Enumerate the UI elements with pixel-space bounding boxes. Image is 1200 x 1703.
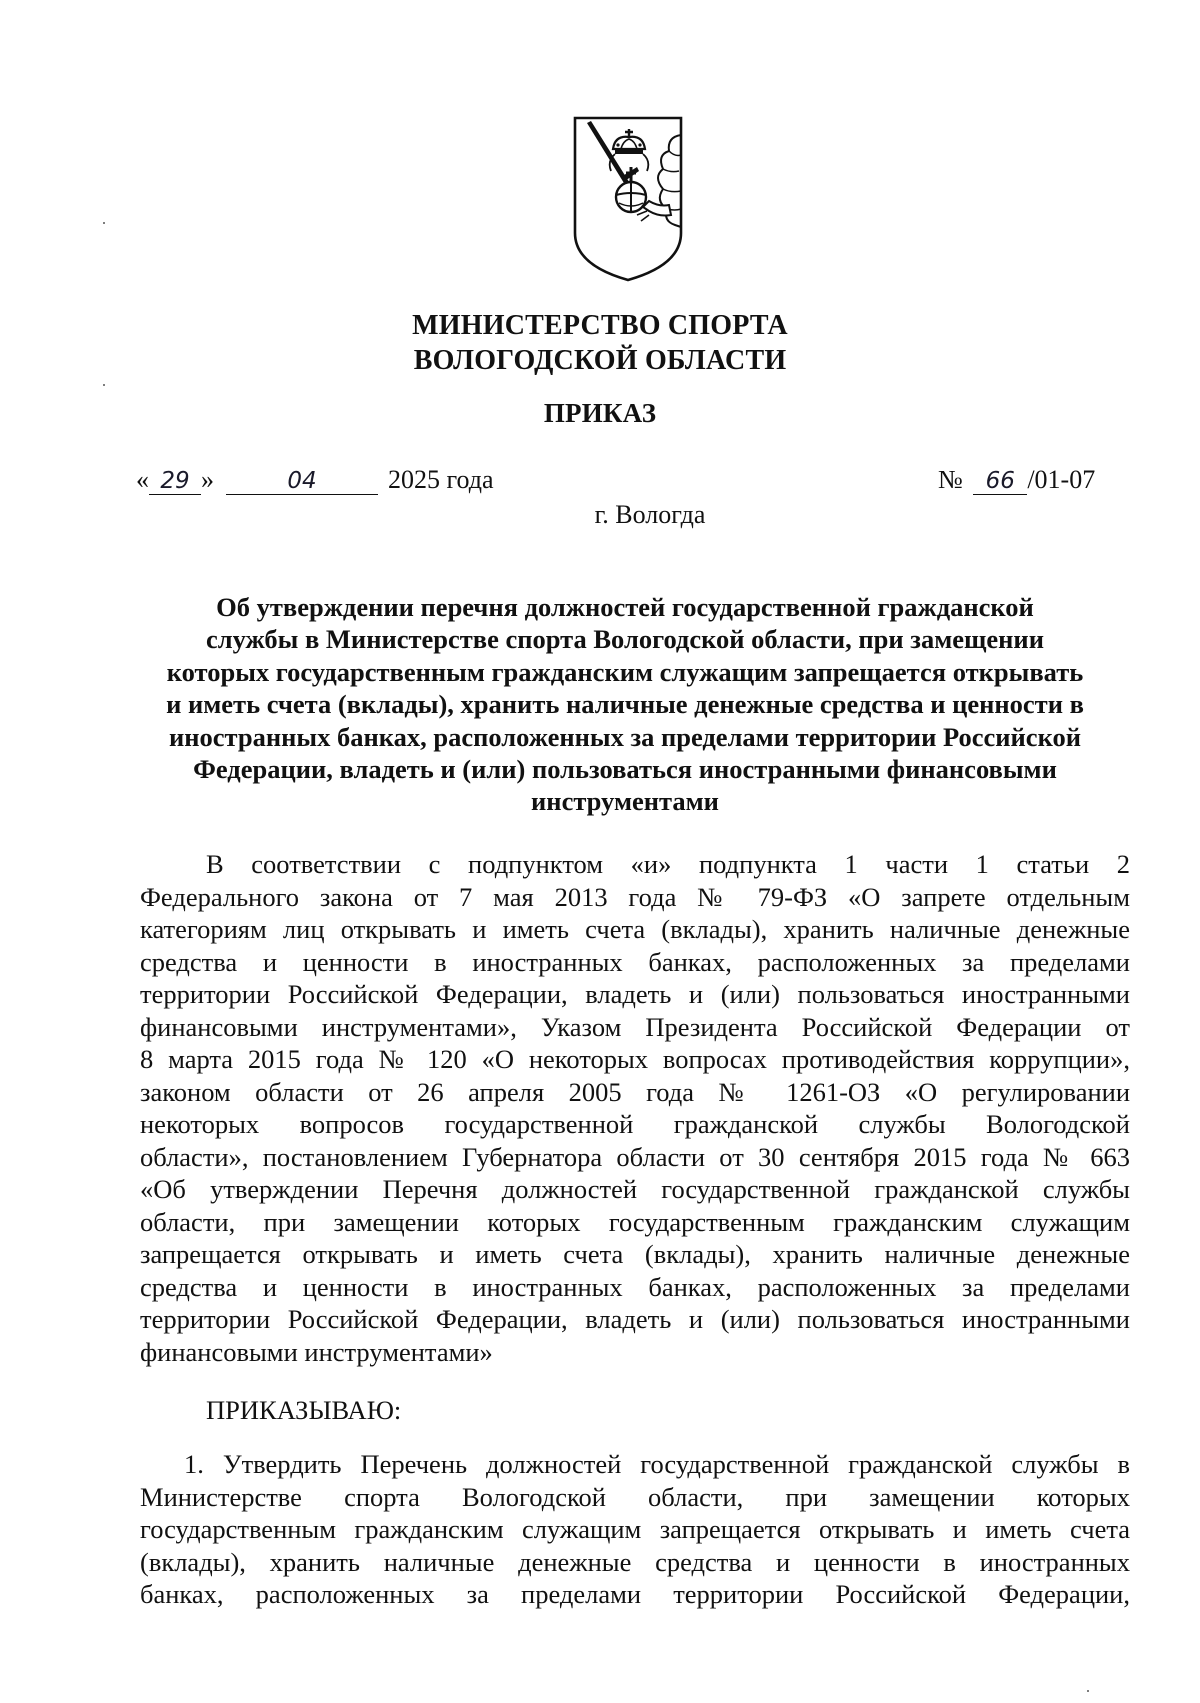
document-type: ПРИКАЗ [543,398,657,428]
order-date [136,465,494,495]
preamble-line: финансовыми инструментами» [140,1336,493,1367]
title-line: службы в Министерстве спорта Вологодской области, при замещении [206,624,1044,655]
item-1-line: (вклады), хранить наличные денежные средства и ценности в иностранных [140,1546,1130,1577]
preamble-line: области, при замещении которых государственным гражданским служащим [140,1206,1130,1237]
item-1-line: государственным гражданским служащим запрещается открывать и иметь счета [140,1514,1130,1544]
item-1-line: Министерстве спорта Вологодской области, при замещении которых [140,1481,1130,1512]
ministry-name-line-2: ВОЛОГОДСКОЙ ОБЛАСТИ [413,345,787,376]
item-1-paragraph [140,1448,1130,1611]
scan-speck [103,222,105,224]
preamble-line: средства и ценности в иностранных банках, расположенных за пределами [140,1271,1130,1302]
preamble-line: В соответствии с подпунктом «и» подпункта 1 части 1 статьи 2 [206,849,1130,879]
ministry-name-line-1: МИНИСТЕРСТВО СПОРТА [412,310,788,341]
preamble-line: средства и ценности в иностранных банках, расположенных за пределами [140,946,1130,977]
preamble-line: запрещается открывать и иметь счета (вклады), хранить наличные денежные [140,1239,1130,1269]
preamble-line: области», постановлением Губернатора области от 30 сентября 2015 года № 663 [140,1141,1130,1172]
order-word: ПРИКАЗЫВАЮ: [206,1395,402,1425]
date-day: 29 [149,468,201,495]
scan-speck [1087,1690,1089,1692]
title-line: Федерации, владеть и (или) пользоваться иностранными финансовыми [193,754,1057,785]
city: г. Вологда [594,500,706,529]
preamble-line: территории Российской Федерации, владеть и (или) пользоваться иностранными [140,979,1130,1009]
title-line: Об утверждении перечня должностей государственной гражданской [216,592,1034,622]
preamble-line: «Об утверждении Перечня должностей государственной гражданской службы [140,1174,1130,1204]
date-month: 04 [226,468,378,495]
preamble-line: законом области от 26 апреля 2005 года № 1261-ОЗ «О регулировании [140,1076,1130,1107]
title-line: инструментами [531,786,719,817]
title-line: иностранных банках, расположенных за пределами территории Российской [168,721,1082,752]
preamble-line: категориям лиц открывать и иметь счета (вклады), хранить наличные денежные [140,914,1130,944]
document-title [130,591,1120,818]
preamble-line: 8 марта 2015 года № 120 «О некоторых вопросах противодействия коррупции», [140,1044,1130,1074]
title-line: и иметь счета (вклады), хранить наличные денежные средства и ценности в [166,689,1084,720]
number-prefix: № [938,465,963,494]
item-1-line: банках, расположенных за пределами территории Российской Федерации, [140,1579,1130,1609]
item-1-line: 1. Утвердить Перечень должностей государственной гражданской службы в [184,1449,1130,1479]
preamble-paragraph [140,848,1130,1368]
preamble-line: Федерального закона от 7 мая 2013 года № 79-ФЗ «О запрете отдельным [140,881,1130,912]
order-number [938,465,1095,495]
preamble-line: территории Российской Федерации, владеть и (или) пользоваться иностранными [140,1304,1130,1334]
number-suffix: /01-07 [1027,465,1096,494]
date-open-quote: « [136,465,149,494]
date-close-quote: » [201,465,214,494]
preamble-line: некоторых вопросов государственной гражданской службы Вологодской [140,1109,1130,1139]
date-year: 2025 года [388,465,494,494]
scan-speck [103,384,105,386]
vologda-coat-of-arms-icon [571,115,685,283]
title-line: которых государственным гражданским служащим запрещается открывать [166,656,1084,687]
number-value: 66 [973,468,1027,495]
preamble-line: финансовыми инструментами», Указом Президента Российской Федерации от [140,1011,1130,1042]
